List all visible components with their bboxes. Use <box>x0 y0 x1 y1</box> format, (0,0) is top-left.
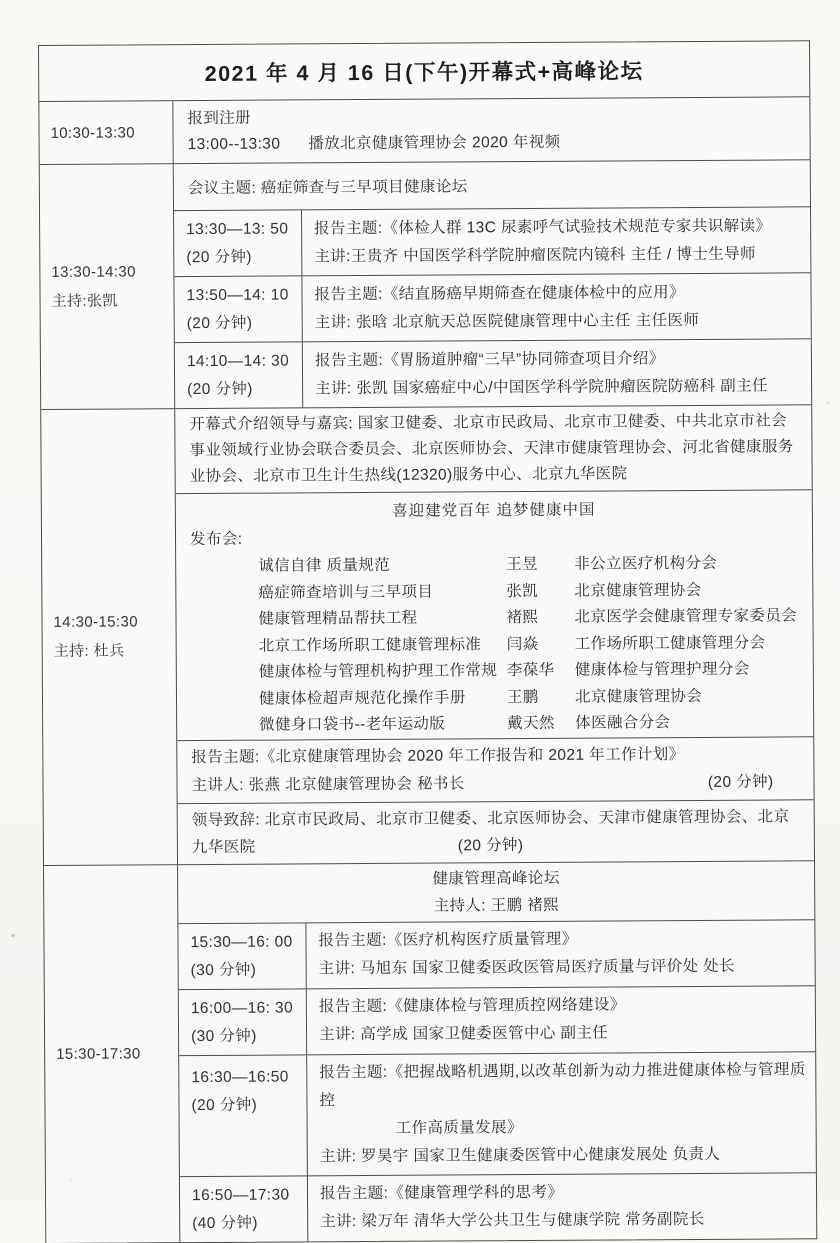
talk-row <box>178 919 814 989</box>
talk-time <box>179 1055 308 1176</box>
release-person: 李葆华 <box>506 661 555 680</box>
release-org: 北京健康管理协会 <box>574 581 702 600</box>
talk-row <box>180 1172 816 1242</box>
release-org: 北京医学会健康管理专家委员会 <box>574 607 798 626</box>
video-text: 播放北京健康管理协会 2020 年视频 <box>308 133 561 153</box>
release-item <box>177 709 813 739</box>
forum-header <box>178 861 814 923</box>
release-title: 北京工作场所职工健康管理标准 <box>258 635 482 655</box>
release-title: 诚信自律 质量规范 <box>258 556 391 575</box>
talk-speaker: 主讲: 梁万年 清华大学公共卫生与健康学院 常务副院长 <box>320 1210 705 1231</box>
time-range: 13:30-14:30 <box>51 262 136 281</box>
talk-duration: (40 分钟) <box>192 1214 258 1232</box>
talk-topic: 报告主题:《结直肠癌早期筛查在健康体检中的应用》 <box>314 283 685 303</box>
scan-speck <box>11 934 15 937</box>
talk-detail <box>302 207 810 275</box>
time-range: 15:30-17:30 <box>56 1044 141 1063</box>
talk-time-range: 13:30—13: 50 <box>186 220 289 239</box>
video-line <box>188 128 810 158</box>
release-item <box>177 683 813 713</box>
talk-time <box>174 210 302 276</box>
session-summit <box>44 860 816 1243</box>
session-cancer-forum <box>40 159 811 409</box>
release-title: 健康体检超声规范化操作手册 <box>258 688 466 708</box>
talk-topic-cont: 工作高质量发展》 <box>395 1118 523 1137</box>
talk-row <box>179 985 815 1055</box>
release-org: 体医融合分会 <box>575 714 671 732</box>
talk-time-range: 15:30—16: 00 <box>190 932 293 951</box>
session-registration <box>39 96 809 164</box>
release-item <box>176 577 812 607</box>
forum-hosts: 主持人: 王鹏 褚熙 <box>433 896 560 915</box>
talk-speaker: 主讲: 张凯 国家癌症中心/中国医学科学院肿瘤医院防癌科 副主任 <box>315 377 768 397</box>
talk-duration: (20 分钟) <box>191 1096 258 1114</box>
session-time <box>41 409 178 864</box>
release-title: 微健身口袋书--老年运动版 <box>259 715 446 734</box>
release-item <box>177 630 813 660</box>
talk-detail <box>307 1052 816 1175</box>
release-person: 闫焱 <box>506 635 539 653</box>
time-range: 14:30-15:30 <box>53 613 139 631</box>
agenda-table <box>38 40 817 1243</box>
release-person: 王鹏 <box>506 688 539 706</box>
talk-time-range: 16:00—16: 30 <box>190 998 294 1017</box>
report-speaker: 主讲人: 张燕 北京健康管理协会 秘书长 <box>191 774 465 794</box>
talk-detail <box>302 273 810 341</box>
talk-topic: 报告主题:《健康体检与管理质控网络建设》 <box>318 996 626 1016</box>
talk-time <box>180 1176 308 1242</box>
speech-text: 领导致辞: 北京市民政局、北京市卫健委、北京医师协会、天津市健康管理协会、北京九华医院 <box>191 807 790 856</box>
talk-time-range: 13:50—14: 10 <box>186 286 289 305</box>
session-time <box>40 164 175 409</box>
session-host: 主持:张凯 <box>51 292 118 310</box>
talk-time-range: 16:30—16:50 <box>191 1067 289 1086</box>
scan-speck <box>826 402 829 404</box>
talk-detail <box>308 1173 816 1241</box>
meeting-theme: 会议主题: 癌症筛查与三早项目健康论坛 <box>187 178 468 198</box>
talk-time-range: 16:50—17:30 <box>191 1185 290 1204</box>
talk-time <box>175 342 303 408</box>
talk-duration: (30 分钟) <box>191 1027 257 1045</box>
agenda-title: 2021 年 4 月 16 日(下午)开幕式+高峰论坛 <box>204 59 644 86</box>
talk-speaker: 主讲: 张晗 北京航天总医院健康管理中心主任 主任医师 <box>314 311 700 331</box>
talk-topic: 报告主题:《健康管理学科的思考》 <box>319 1183 564 1203</box>
registration-label: 报到注册 <box>187 109 252 128</box>
talk-row <box>175 338 811 408</box>
session-content <box>175 405 814 863</box>
report-duration: (20 分钟) <box>707 773 774 791</box>
session-time <box>44 865 180 1243</box>
release-title: 癌症筛查培训与三早项目 <box>258 583 434 602</box>
guest-intro-text: 开幕式介绍领导与嘉宾: 国家卫健委、北京市民政局、北京市卫健委、中共北京市社会事业领域行业协会联合委员会、北京医师协会、天津市健康管理协会、河北省健康服务业协会、北京市卫生计生热线(12320)服务中心、北京九华医院 <box>189 412 794 486</box>
release-person: 张凯 <box>506 582 539 600</box>
talk-time <box>174 276 302 342</box>
slogan: 喜迎建党百年 追梦健康中国 <box>392 501 596 520</box>
release-person: 戴天然 <box>507 714 555 733</box>
release-org: 北京健康管理协会 <box>574 687 703 706</box>
talk-duration: (20 分钟) <box>187 380 253 399</box>
talk-duration: (20 分钟) <box>186 314 253 333</box>
talk-row <box>179 1051 816 1176</box>
release-org: 非公立医疗机构分会 <box>574 554 718 573</box>
release-block <box>176 489 813 739</box>
release-title: 健康管理精品帮扶工程 <box>258 609 418 628</box>
talk-detail <box>307 986 815 1054</box>
talk-topic: 报告主题:《胃肠道肿瘤“三早”协同筛查项目介绍》 <box>314 349 665 369</box>
release-item <box>177 656 813 686</box>
release-org: 工作场所职工健康管理分会 <box>574 634 766 653</box>
talk-duration: (20 分钟) <box>186 248 253 267</box>
session-content <box>178 861 816 1242</box>
talk-detail <box>306 920 814 988</box>
guest-intro <box>175 405 812 493</box>
talk-topic: 报告主题:《医疗机构医疗质量管理》 <box>318 930 578 950</box>
video-time: 13:00--13:30 <box>187 135 281 154</box>
session-host: 主持: 杜兵 <box>53 642 125 660</box>
session-content <box>173 97 809 163</box>
release-person: 褚熙 <box>506 608 539 627</box>
talk-topic: 报告主题:《体检人群 13C 尿素呼气试验技术规范专家共识解读》 <box>314 217 772 237</box>
leader-speech-row <box>178 799 814 864</box>
talk-detail <box>303 339 811 407</box>
talk-speaker: 主讲: 罗昊宇 国家卫生健康委医管中心健康发展处 负责人 <box>319 1145 721 1165</box>
talk-time-range: 14:10—14: 30 <box>186 352 290 371</box>
annual-report-row <box>177 736 813 803</box>
release-item <box>176 550 812 580</box>
talk-speaker: 主讲: 马旭东 国家卫健委医政医管局医疗质量与评价处 处长 <box>318 957 736 978</box>
report-topic: 报告主题:《北京健康管理协会 2020 年工作报告和 2021 年工作计划》 <box>191 745 685 766</box>
talk-row <box>174 272 810 342</box>
time-range: 10:30-13:30 <box>50 123 136 142</box>
release-label: 发布会: <box>189 530 243 549</box>
forum-title: 健康管理高峰论坛 <box>432 869 560 888</box>
release-person: 王昱 <box>506 555 539 574</box>
talk-row <box>174 206 810 276</box>
session-time <box>39 101 173 164</box>
release-item <box>176 603 812 633</box>
report-speaker-line <box>191 768 805 800</box>
release-title: 健康体检与管理机构护理工作常规 <box>258 662 498 681</box>
release-org: 健康体检与管理护理分会 <box>574 660 750 679</box>
speech-duration: (20 分钟) <box>457 836 524 854</box>
talk-time <box>179 989 307 1055</box>
talk-time <box>178 923 306 989</box>
talk-speaker: 主讲:王贵齐 中国医学科学院肿瘤医院内镜科 主任 / 博士生导师 <box>314 245 756 265</box>
talk-duration: (30 分钟) <box>190 961 257 979</box>
session-content <box>174 160 811 408</box>
session-opening <box>41 404 814 864</box>
talk-topic: 报告主题:《把握战略机遇期,以改革创新为动力推进健康体检与管理质控 <box>319 1060 806 1109</box>
talk-speaker: 主讲: 高学成 国家卫健委医管中心 副主任 <box>318 1024 609 1044</box>
